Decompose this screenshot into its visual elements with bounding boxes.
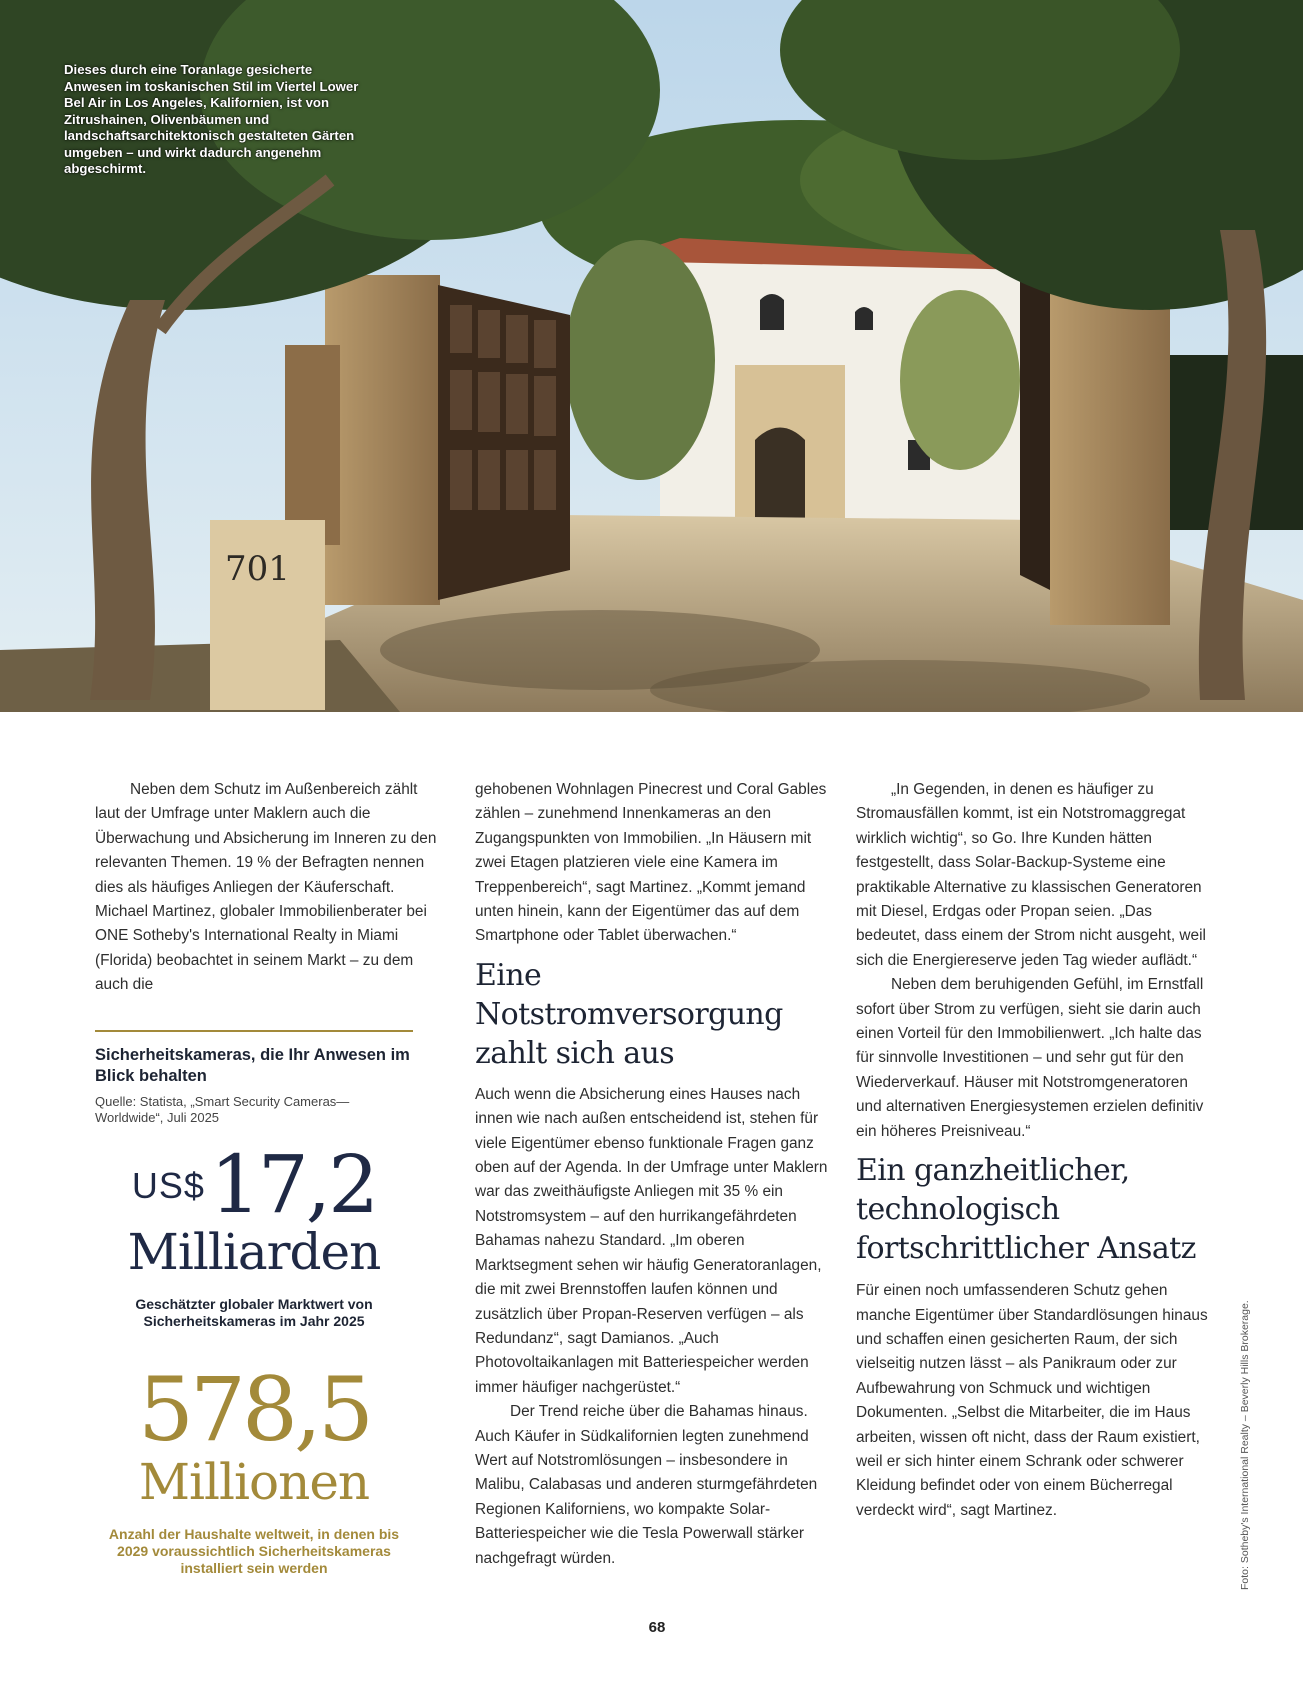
photo-caption: Dieses durch eine Toranlage gesicherte Anwesen im toskanischen Stil im Viertel Lower Bel Air in Los Angeles, Kalifornien, ist von Zitrushainen, Olivenbäumen und landschaftsarchitektonisch gestalteten Gärten umgeben – und wirkt dadurch angenehm abgeschirmt. [64,62,359,176]
photo-credit: Foto: Sotheby's International Realty – Beverly Hills Brokerage. [1239,1300,1251,1590]
article-column-1 [95,778,440,998]
stat-number: 17,2 [210,1138,377,1231]
stat-number: 578,5 [138,1358,370,1461]
sidebar-title: Sicherheitskameras, die Ihr Anwesen im Blick behalten [95,1046,410,1085]
paragraph: Neben dem beruhigenden Gefühl, im Ernstfall sofort über Strom zu verfügen, sieht sie darin auch einen Vorteil für den Immobilienwert. „Ich halte das für sinnvolle Investitionen – und sehr gut für den Wiederverkauf. Häuser mit Notstromgeneratoren und alternativen Energiesystemen erzielen definitiv ein höheres Preisniveau.“ [856,976,1204,1140]
sidebar-source: Quelle: Statista, „Smart Security Cameras—Worldwide“, Juli 2025 [95,1094,350,1125]
stat-description: Anzahl der Haushalte weltweit, in denen bis 2029 voraussichtlich Sicherheitskameras installiert sein werden [108,1526,400,1576]
hero-photo [0,0,1303,712]
stat-market-value [95,1138,413,1282]
stat-households [95,1358,413,1512]
paragraph: „In Gegenden, in denen es häufiger zu Stromausfällen kommt, ist ein Notstromaggregat wirklich wichtig“, so Go. Ihre Kunden hätten festgestellt, dass Solar-Backup-Systeme eine praktikable Alternative zu klassischen Generatoren mit Diesel, Erdgas oder Propan seien. „Das bedeutet, dass einem der Strom nicht ausgeht, weil sich die Energiereserve jeden Tag wieder auflädt.“ [856,781,1206,969]
stat-unit: Milliarden [127,1223,381,1281]
paragraph: gehobenen Wohnlagen Pinecrest und Coral Gables zählen – zunehmend Innenkameras an den Zugangspunkten von Immobilien. „In Häusern mit zwei Etagen platzieren viele eine Kamera im Treppenbereich“, sagt Martinez. „Kommt jemand unten hinein, kann der Eigentümer das auf dem Smartphone oder Tablet überwachen.“ [475,781,827,945]
stat-unit: Millionen [138,1453,370,1511]
paragraph: Auch wenn die Absicherung eines Hauses nach innen wie nach außen entscheidend ist, stehen für viele Eigentümer ebenso funktionale Fragen ganz oben auf der Agenda. In der Umfrage unter Maklern war das zweithäufigste Anliegen mit 35 % ein Notstromsystem – auf den hurrikangefährdeten Bahamas nahezu Standard. „Im oberen Marktsegment sehen wir häufig Generatoranlagen, die mit zwei Brennstoffen laufen können und zusätzlich über Propan-Reserven verfügen – als Redundanz“, sagt Damianos. „Auch Photovoltaikanlagen mit Batteriespeicher werden immer häufiger nachgerüstet.“ [475,1085,828,1396]
paragraph: Für einen noch umfassenderen Schutz gehen manche Eigentümer über Standardlösungen hinaus und schaffen einen gesicherten Raum, der sich vielseitig nutzen lässt – als Panikraum oder zur Aufbewahrung von Schmuck und wichtigen Dokumenten. „Selbst die Mitarbeiter, die im Haus arbeiten, wissen oft nicht, dass der Raum existiert, weil er sich hinter einem Schrank oder schwerer Kleidung befindet oder von einem Bücherregal verdeckt wird“, sagt Martinez. [856,1282,1208,1519]
article-column-3 [856,778,1216,1523]
page-number: 68 [648,1619,666,1636]
stat-description: Geschätzter globaler Marktwert von Sicherheitskameras im Jahr 2025 [135,1296,373,1329]
paragraph: Neben dem Schutz im Außenbereich zählt laut der Umfrage unter Maklern auch die Überwachung und Absicherung im Inneren zu den relevanten Themen. 19 % der Befragten nennen dies als häufiges Anliegen der Käuferschaft. Michael Martinez, globaler Immobilienberater bei ONE Sotheby's International Realty in Miami (Florida) beobachtet in seinem Markt – zu dem auch die [95,781,437,994]
section-heading: Eine Notstromversorgung zahlt sich aus [475,957,783,1071]
paragraph: Der Trend reiche über die Bahamas hinaus. Auch Käufer in Südkalifornien legten zunehmend Wert auf Notstromlösungen – insbesondere in Malibu, Calabasas und anderen sturmgefährdeten Regionen Kaliforniens, wo kompakte Solar-Batteriespeicher wie die Tesla Powerwall stärker nachgefragt würden. [475,1403,818,1567]
sidebar-rule [95,1030,413,1032]
stats-sidebar [95,1030,413,1577]
section-heading: Ein ganzheitlicher, technologisch fortschrittlicher Ansatz [856,1153,1196,1267]
gate-number-text: 701 [225,549,290,589]
article-column-2 [475,778,833,1571]
stat-currency: US$ [131,1165,205,1206]
